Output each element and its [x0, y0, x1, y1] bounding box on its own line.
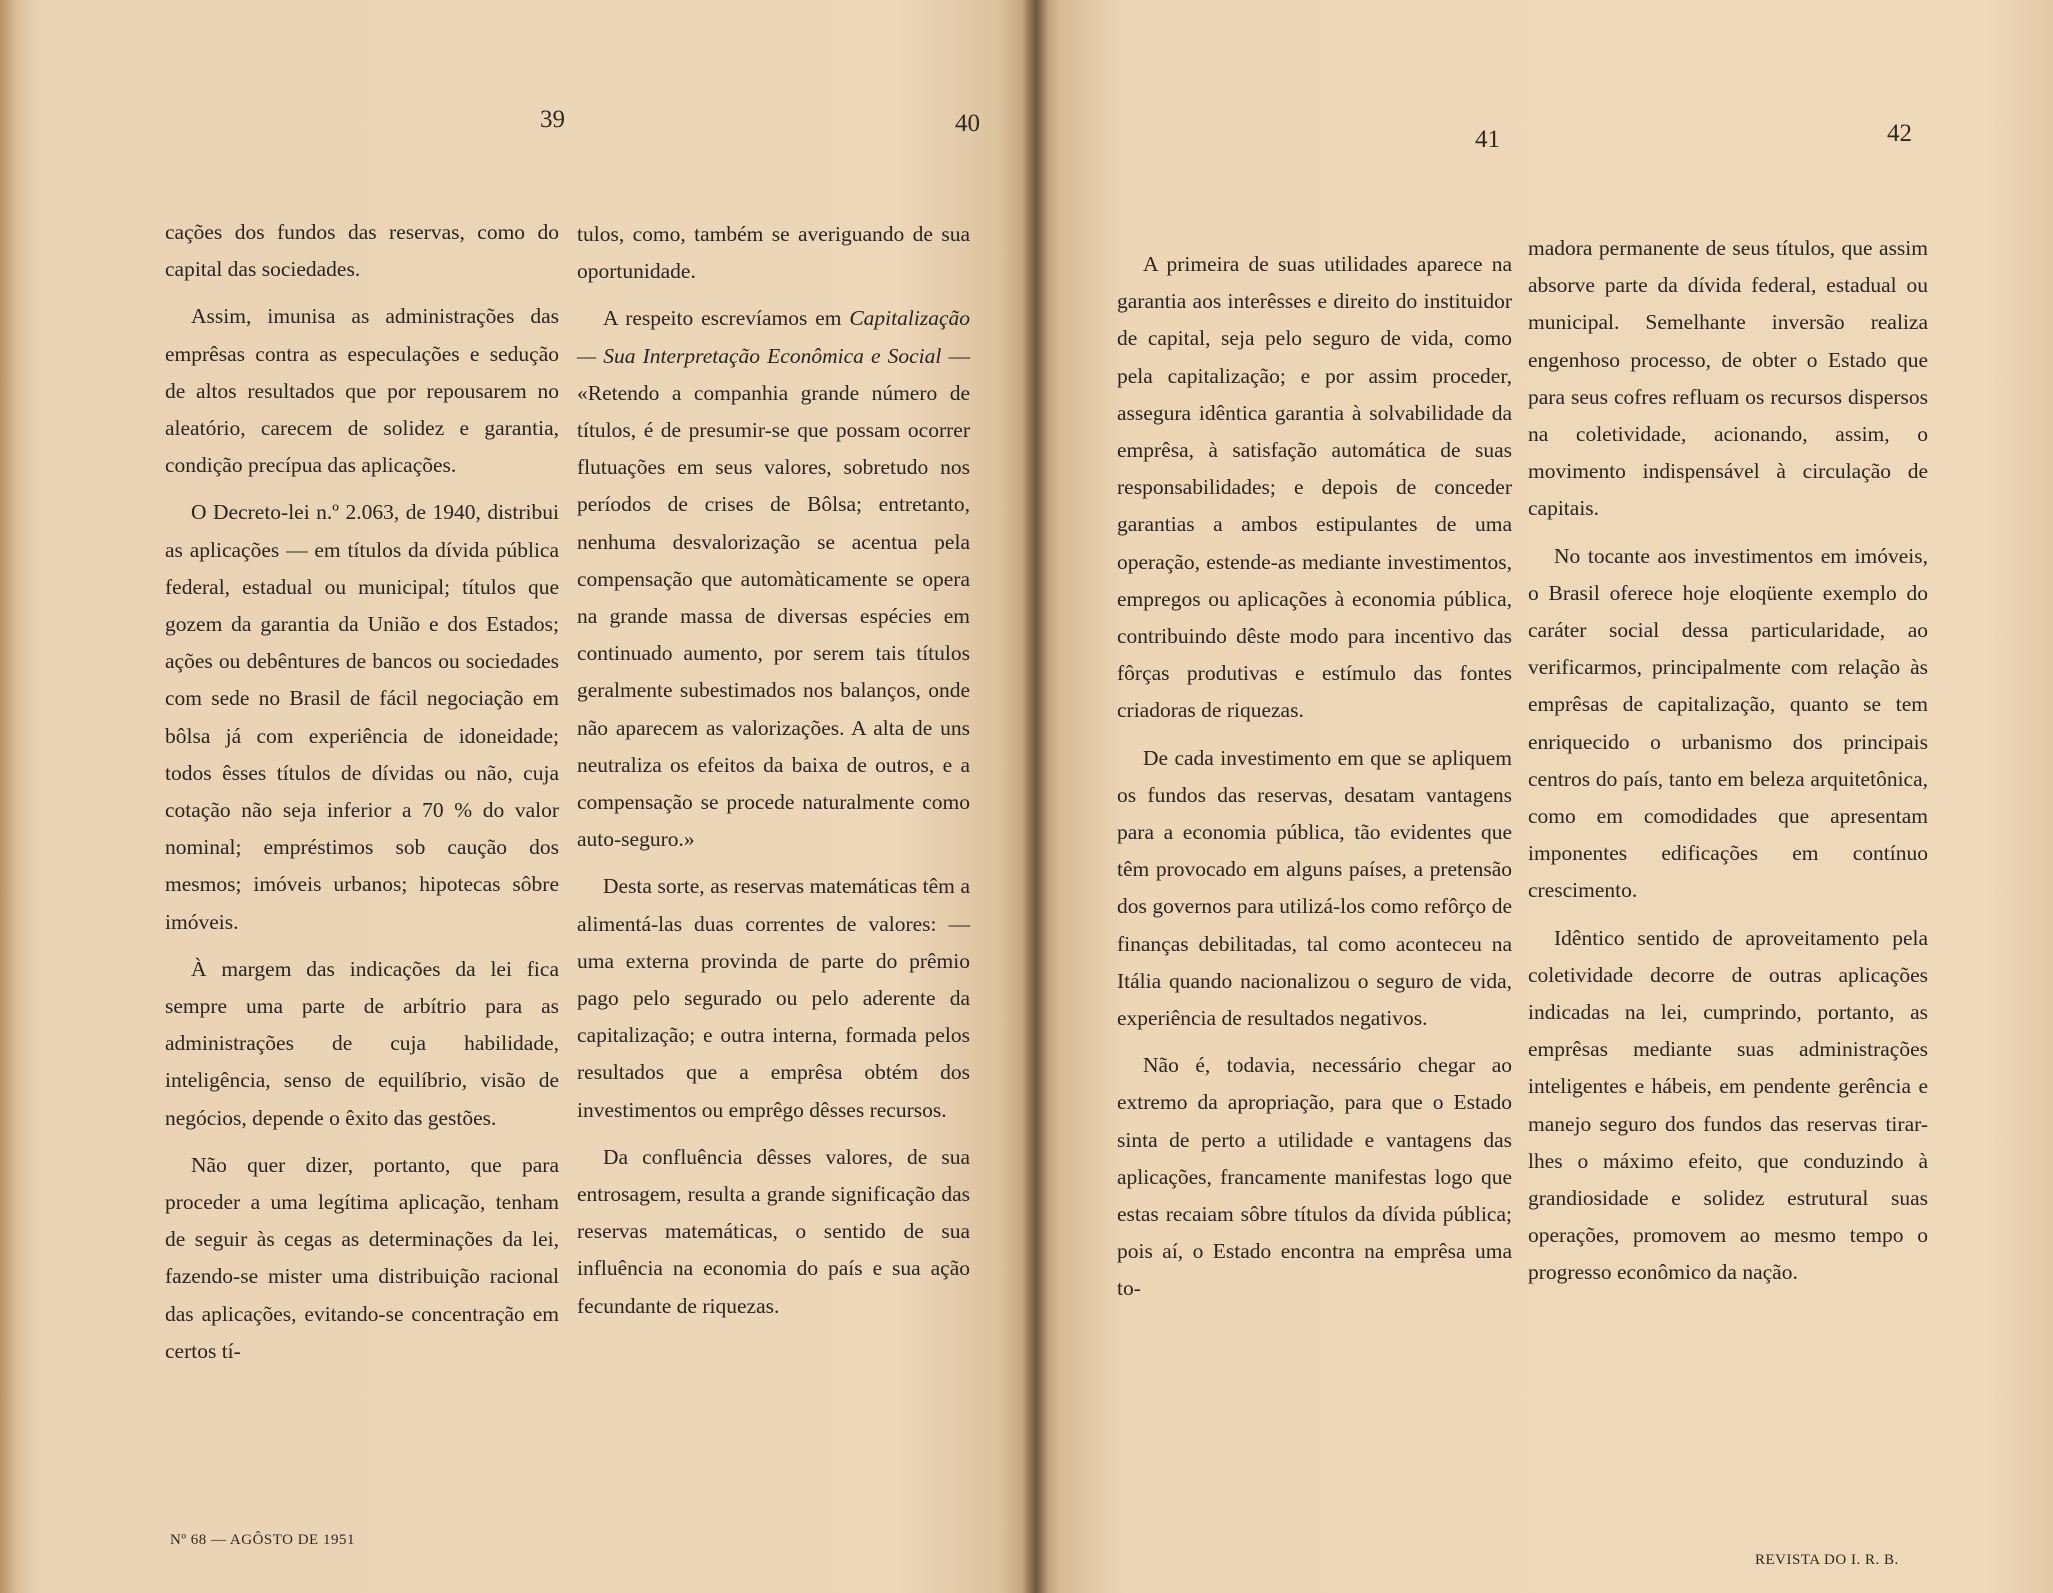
- paragraph: Não quer dizer, portanto, que para proceder a uma legítima aplicação, tenham de seguir às cegas as determinações da lei, fazendo-se mister uma distribuição racional das aplicações, evitando-se concentração em certos tí-: [165, 1152, 559, 1363]
- column-page-40: [577, 216, 970, 1335]
- column-page-42: [1528, 230, 1928, 1302]
- paragraph: madora permanente de seus títulos, que assim absorve parte da dívida federal, estadual ou municipal. Semelhante inversão realiza engenhoso processo, de obter o Estado que para seus cofres refluam os recursos dispersos na coletividade, acionando, assim, o movimento indispensável à circulação de capitais.: [1528, 236, 1928, 521]
- paragraph: Desta sorte, as reservas matemáticas têm a alimentá-las duas correntes de valores: — uma externa provinda de parte do prêmio pago pelo segurado ou pelo aderente da capitalização; e outra interna, formada pelos resultados que a emprêsa obtém dos investimentos ou emprêgo dêsses recursos.: [577, 874, 970, 1122]
- book-gutter: [1022, 0, 1048, 1593]
- footer-journal-title: REVISTA DO I. R. B.: [1755, 1552, 1899, 1568]
- paragraph: De cada investimento em que se apliquem os fundos das reservas, desatam vantagens para a economia pública, tão evidentes que têm provocado em alguns países, a pretensão dos governos para utilizá-los como refôrço de finanças debilitadas, tal como aconteceu na Itália quando nacionalizou o seguro de vida, experiência de resultados negativos.: [1117, 745, 1512, 1031]
- footer-issue-date: Nº 68 — AGÔSTO DE 1951: [170, 1532, 355, 1548]
- page-number-40: 40: [955, 110, 980, 137]
- book-title: Capitalização — Sua Interpretação Econômica e Social: [577, 306, 970, 368]
- paragraph: No tocante aos investimentos em imóveis, o Brasil oferece hoje eloqüente exemplo do caráter social dessa particularidade, ao verificarmos, principalmente com relação às emprêsas de capitalização, quanto se tem enriquecido o urbanismo dos principais centros do país, tanto em beleza arquitetônica, como em comodidades que apresentam imponentes edificações em contínuo crescimento.: [1528, 543, 1928, 903]
- paragraph-text: — «Retendo a companhia grande número de títulos, é de presumir-se que possam ocorrer flutuações em seus valores, sobretudo nos períodos de crises de Bôlsa; entretanto, nenhuma desvalorização se acentua pela compensação que automàticamente se opera na grande massa de diversas espécies em continuado aumento, por serem tais títulos geralmente subestimados nos balanços, onde não aparecem as valorizações. A alta de uns neutraliza os efeitos da baixa de outros, e a compensação se procede naturalmente como auto-seguro.»: [577, 343, 970, 852]
- page-number-42: 42: [1887, 120, 1912, 147]
- paragraph-text: A respeito escrevíamos em: [603, 306, 850, 331]
- paragraph: Da confluência dêsses valores, de sua entrosagem, resulta a grande significação das reservas matemáticas, o sentido de sua influência na economia do país e sua ação fecundante de riquezas.: [577, 1144, 970, 1318]
- paragraph: À margem das indicações da lei fica sempre uma parte de arbítrio para as administrações de cuja habilidade, inteligência, senso de equilíbrio, visão de negócios, depende o êxito das gestões.: [165, 956, 559, 1130]
- paragraph: [577, 300, 970, 858]
- page-number-41: 41: [1475, 126, 1500, 153]
- page-number-39: 39: [540, 106, 565, 133]
- right-page: [1035, 0, 2053, 1593]
- paragraph: tulos, como, também se averiguando de sua oportunidade.: [577, 222, 970, 284]
- paragraph: cações dos fundos das reservas, como do capital das sociedades.: [165, 220, 559, 282]
- paragraph: O Decreto-lei n.º 2.063, de 1940, distribui as aplicações — em títulos da dívida pública federal, estadual ou municipal; títulos que gozem da garantia da União e dos Estados; ações ou debêntures de bancos ou sociedades com sede no Brasil de fácil negociação em bôlsa já com experiência de idoneidade; todos êsses títulos de dívidas ou não, cuja cotação não seja inferior a 70 % do valor nominal; empréstimos sob caução dos mesmos; imóveis urbanos; hipotecas sôbre imóveis.: [165, 500, 559, 934]
- paragraph: A primeira de suas utilidades aparece na garantia aos interêsses e direito do instituidor de capital, seja pelo seguro de vida, como pela capitalização; e por assim proceder, assegura idêntica garantia à solvabilidade da emprêsa, à satisfação automática de suas responsabilidades; e depois de conceder garantias a ambos estipulantes de uma operação, estende-as mediante investimentos, empregos ou aplicações à economia pública, contribuindo dêste modo para incentivo das fôrças produtivas e estímulo das fontes criadoras de riquezas.: [1117, 252, 1512, 723]
- paragraph: Assim, imunisa as administrações das emprêsas contra as especulações e sedução de altos resultados que por repousarem no aleatório, carecem de solidez e garantia, condição precípua das aplicações.: [165, 304, 559, 478]
- column-page-41: [1117, 246, 1512, 1318]
- paragraph: Idêntico sentido de aproveitamento pela coletividade decorre de outras aplicações indicadas na lei, cumprindo, portanto, as emprêsas mediante suas administrações inteligentes e hábeis, em pendente gerência e manejo seguro dos fundos das reservas tirar-lhes o máximo efeito, que conduzindo à grandiosidade e solidez estrutural suas operações, promovem ao mesmo tempo o progresso econômico da nação.: [1528, 925, 1928, 1285]
- column-page-39: [165, 214, 559, 1380]
- paragraph: Não é, todavia, necessário chegar ao extremo da apropriação, para que o Estado sinta de perto a utilidade e vantagens das aplicações, francamente manifestas logo que estas recaiam sôbre títulos da dívida pública; pois aí, o Estado encontra na emprêsa uma to-: [1117, 1053, 1512, 1301]
